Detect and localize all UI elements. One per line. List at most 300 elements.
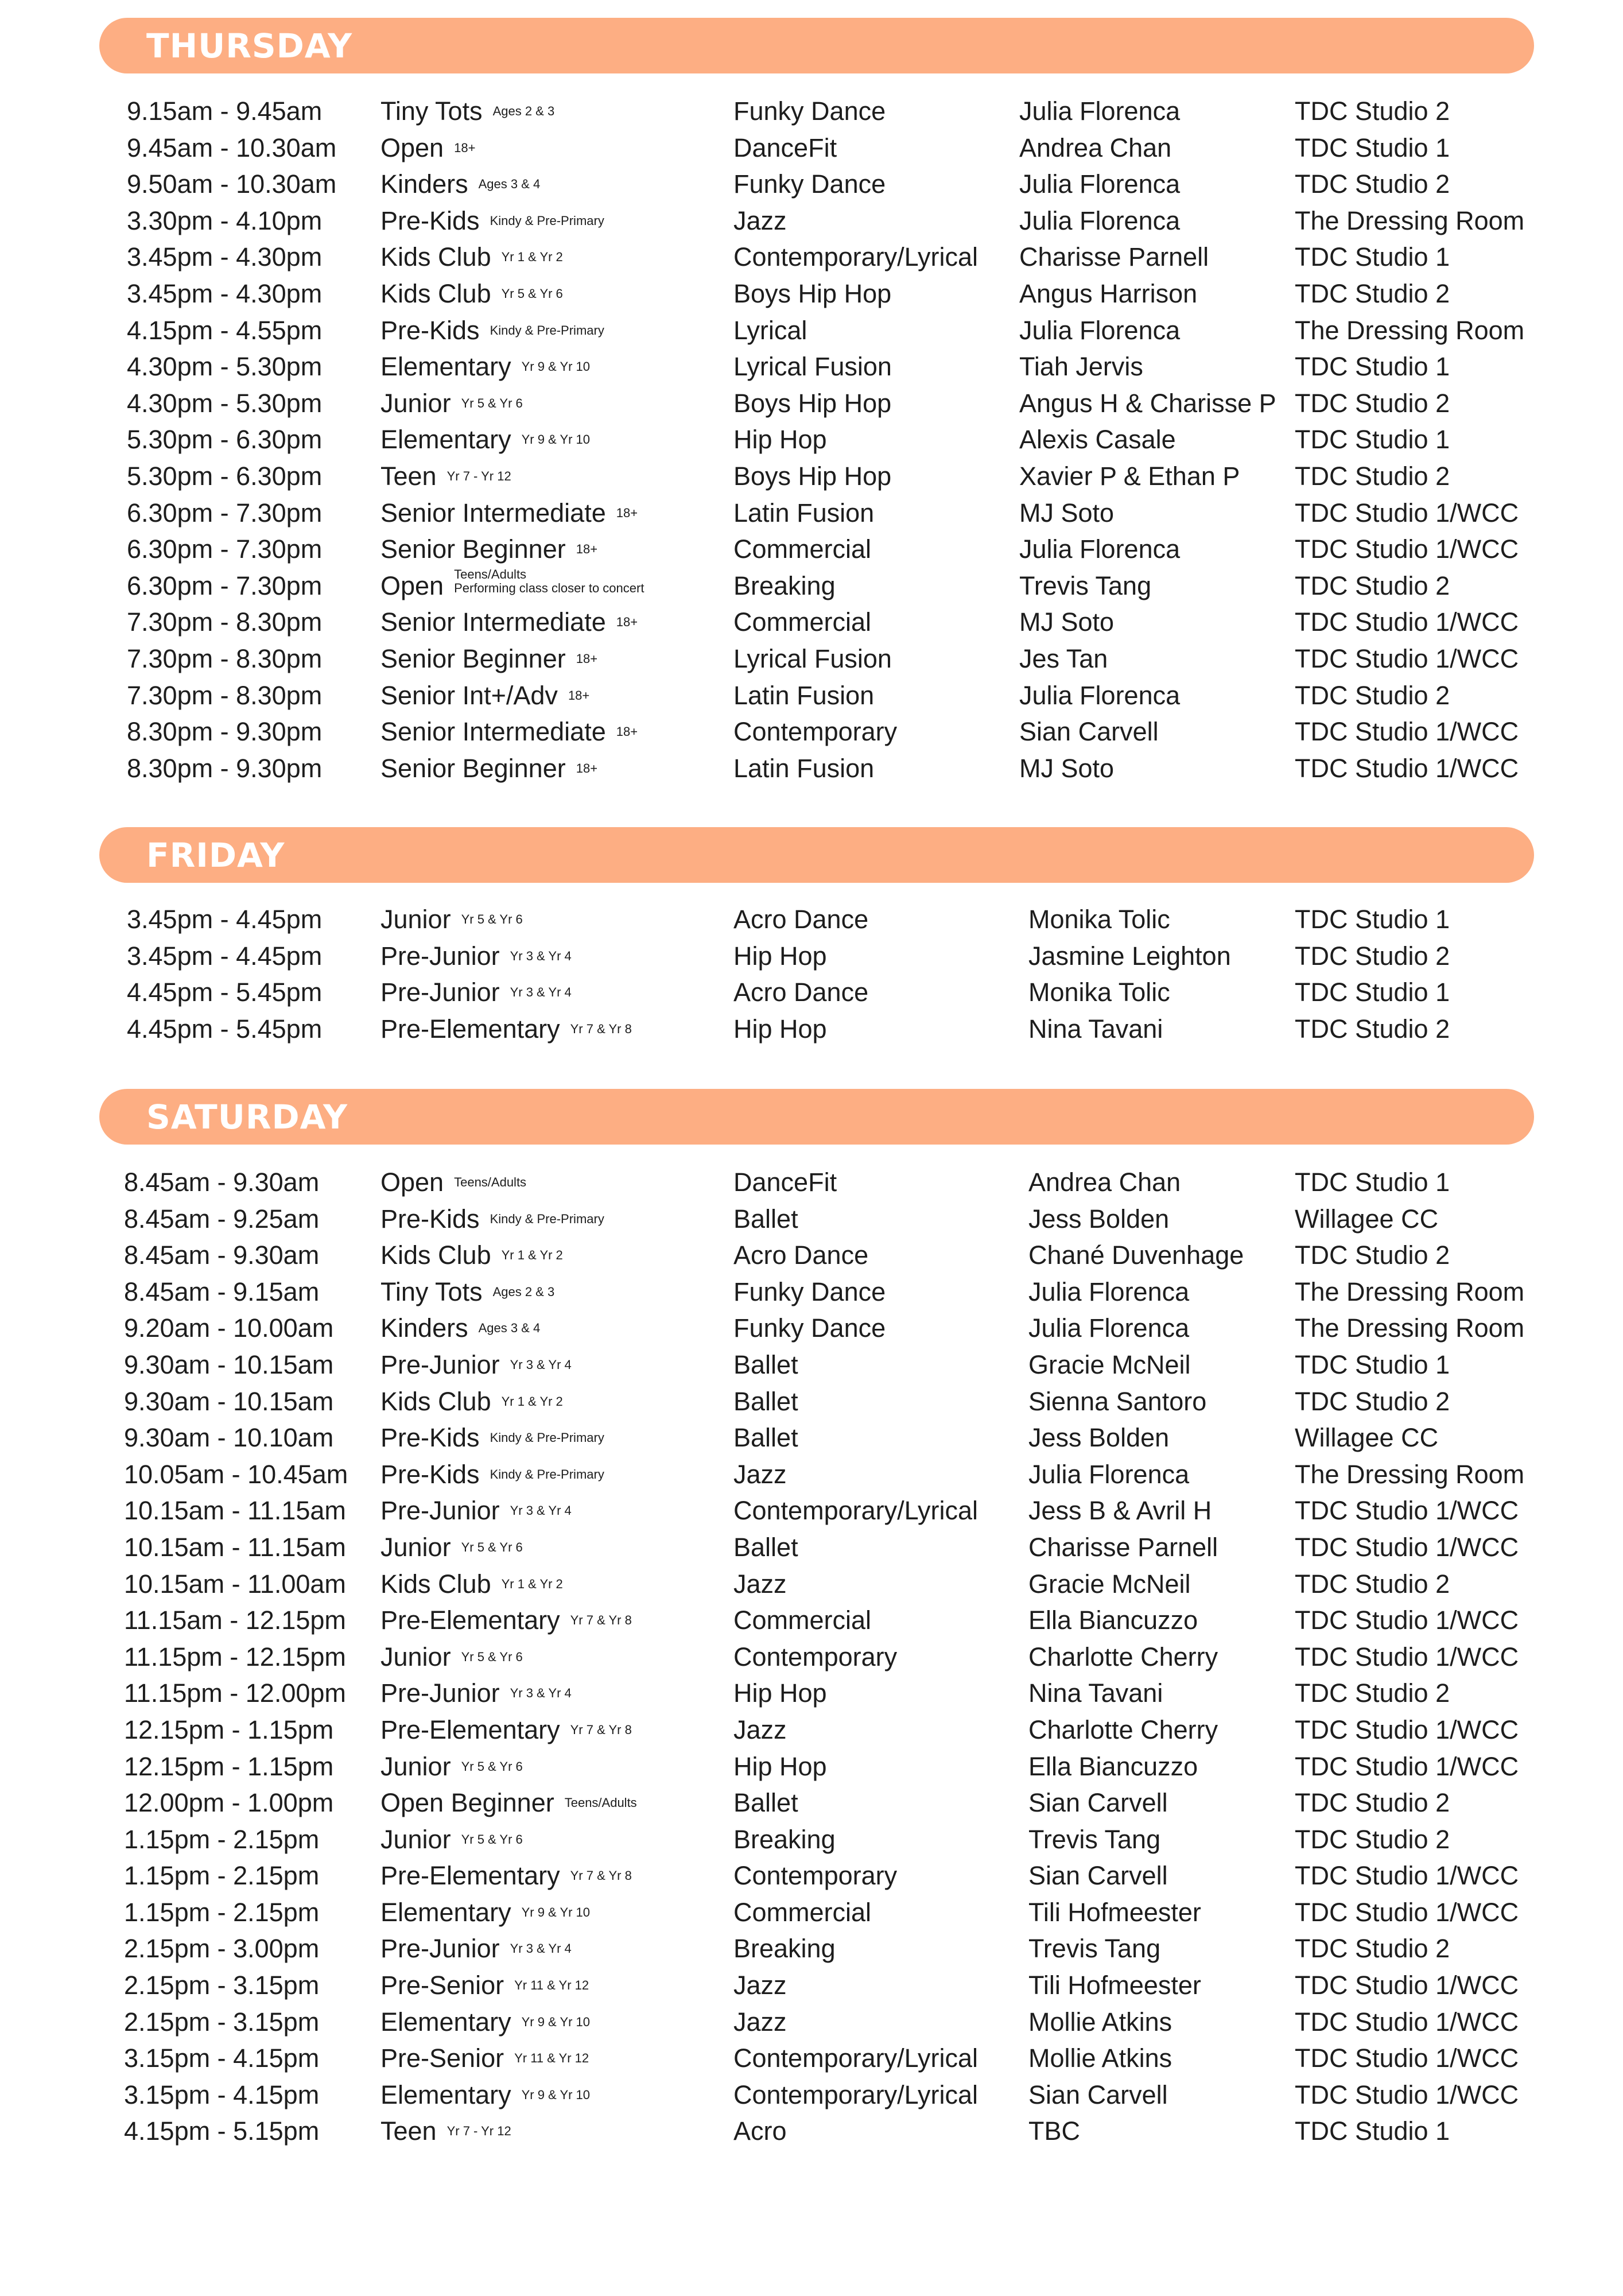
dance-style: Contemporary/Lyrical [733,1496,978,1526]
studio-location: TDC Studio 2 [1295,941,1450,971]
dance-style: Contemporary/Lyrical [733,2043,978,2073]
class-level [380,276,563,312]
saturday-banner [99,1089,1534,1145]
class-name: Tiny Tots [380,1277,483,1306]
class-level [380,1420,604,1456]
class-name: Elementary [380,2007,511,2037]
studio-location: TDC Studio 1 [1295,978,1450,1007]
schedule-row [0,2113,1623,2150]
class-name: Teen [380,2116,437,2146]
dance-style: Latin Fusion [733,753,875,783]
class-name: Pre-Elementary [380,1861,560,1891]
class-name: Senior Beginner [380,753,566,783]
class-time: 1.15pm - 2.15pm [124,1824,320,1854]
teacher-name: MJ Soto [1019,498,1115,528]
class-level [380,2004,590,2041]
class-note: Kindy & Pre-Primary [490,1430,604,1445]
studio-location: TDC Studio 1/WCC [1295,643,1519,673]
studio-location: TDC Studio 1/WCC [1295,1861,1519,1891]
class-note: Yr 3 & Yr 4 [510,1503,572,1518]
class-level [380,93,554,130]
thursday-banner [99,18,1534,73]
class-note: Ages 2 & 3 [492,1284,555,1299]
studio-location: TDC Studio 1/WCC [1295,534,1519,564]
class-level [380,1602,632,1639]
class-time: 9.20am - 10.00am [124,1313,334,1343]
dance-style: Funky Dance [733,169,886,199]
class-time: 6.30pm - 7.30pm [127,571,323,600]
dance-style: Funky Dance [733,1277,886,1306]
class-name: Junior [380,1532,451,1562]
class-level [380,901,523,938]
class-name: Elementary [380,425,511,455]
class-level [380,1237,563,1274]
class-level [380,1894,590,1931]
dance-style: Acro Dance [733,905,869,934]
teacher-name: Nina Tavani [1028,1678,1163,1708]
teacher-name: Sian Carvell [1019,717,1159,747]
dance-style: Boys Hip Hop [733,461,892,491]
studio-location: TDC Studio 1/WCC [1295,1715,1519,1744]
dance-style: Hip Hop [733,1014,827,1044]
class-time: 5.30pm - 6.30pm [127,461,323,491]
class-note: Ages 3 & 4 [478,1321,541,1336]
class-time: 4.15pm - 4.55pm [127,315,323,345]
schedule-row [0,385,1623,422]
teacher-name: Monika Tolic [1028,905,1170,934]
dance-style: Boys Hip Hop [733,278,892,308]
schedule-row [0,348,1623,385]
schedule-row [0,604,1623,641]
class-name: Junior [380,1642,451,1671]
class-note: Kindy & Pre-Primary [490,213,604,228]
schedule-row [0,1712,1623,1748]
class-note: Yr 9 & Yr 10 [521,2087,591,2102]
class-note: Yr 1 & Yr 2 [501,1248,563,1263]
studio-location: TDC Studio 1 [1295,1349,1450,1379]
class-level [380,713,638,750]
schedule-row [0,166,1623,203]
class-note: Yr 11 & Yr 12 [514,2051,589,2066]
studio-location: TDC Studio 2 [1295,96,1450,126]
class-note: Yr 9 & Yr 10 [521,2014,591,2029]
class-level [380,1566,563,1603]
class-note: 18+ [616,615,638,630]
class-name: Elementary [380,2080,511,2109]
teacher-name: Gracie McNeil [1028,1349,1191,1379]
schedule-row [0,1894,1623,1931]
teacher-name: Sian Carvell [1028,1861,1168,1891]
class-time: 10.15am - 11.00am [124,1569,346,1599]
schedule-row [0,421,1623,458]
class-note: Yr 5 & Yr 6 [461,1649,523,1664]
class-level [380,1930,572,1967]
teacher-name: Charisse Parnell [1028,1532,1218,1562]
class-note: Yr 5 & Yr 6 [461,1832,523,1847]
schedule-row [0,312,1623,349]
class-level [380,1456,604,1493]
studio-location: TDC Studio 1/WCC [1295,2043,1519,2073]
studio-location: TDC Studio 2 [1295,1824,1450,1854]
dance-style: Jazz [733,1715,787,1744]
teacher-name: Julia Florenca [1019,205,1181,235]
class-time: 11.15pm - 12.15pm [124,1642,346,1671]
class-level [380,385,523,422]
schedule-row [0,1857,1623,1894]
class-note [454,568,701,595]
schedule-row [0,1566,1623,1603]
class-note: Yr 3 & Yr 4 [510,1941,572,1956]
class-name: Senior Beginner [380,643,566,673]
class-time: 3.45pm - 4.45pm [127,905,323,934]
class-note: Yr 9 & Yr 10 [521,432,591,447]
class-name: Pre-Elementary [380,1605,560,1635]
studio-location: TDC Studio 2 [1295,1014,1450,1044]
dance-style: Jazz [733,1971,787,2000]
teacher-name: Julia Florenca [1028,1277,1190,1306]
studio-location: TDC Studio 1/WCC [1295,1605,1519,1635]
class-time: 4.45pm - 5.45pm [127,1014,323,1044]
class-name: Pre-Senior [380,2043,504,2073]
class-note: 18+ [576,651,598,666]
schedule-row [0,713,1623,750]
teacher-name: Trevis Tang [1028,1934,1161,1964]
class-note: 18+ [568,688,590,703]
studio-location: TDC Studio 1/WCC [1295,1971,1519,2000]
class-name: Pre-Junior [380,1934,500,1964]
class-level [380,604,638,641]
dance-style: Jazz [733,1459,787,1489]
schedule-row [0,1011,1623,1048]
class-name: Senior Beginner [380,534,566,564]
teacher-name: Mollie Atkins [1028,2043,1172,2073]
class-name: Junior [380,1824,451,1854]
class-name: Senior Intermediate [380,498,606,528]
studio-location: The Dressing Room [1295,1277,1525,1306]
schedule-row [0,1310,1623,1347]
schedule-row [0,1164,1623,1201]
class-level [380,1748,523,1785]
studio-location: TDC Studio 1 [1295,1168,1450,1197]
teacher-name: Alexis Casale [1019,425,1176,455]
schedule-row [0,1967,1623,2004]
class-level [380,1967,589,2004]
class-level [380,203,604,239]
class-time: 7.30pm - 8.30pm [127,607,323,637]
class-note: Teens/Adults [454,1175,527,1189]
class-note-line: Teens/Adults [454,567,527,581]
dance-style: Breaking [733,1824,836,1854]
schedule-row [0,1821,1623,1858]
class-level [380,531,597,568]
schedule-row [0,1639,1623,1676]
class-level [380,458,511,495]
class-name: Pre-Junior [380,978,500,1007]
studio-location: TDC Studio 1/WCC [1295,2007,1519,2037]
class-time: 12.15pm - 1.15pm [124,1751,334,1781]
class-time: 3.45pm - 4.45pm [127,941,323,971]
class-level [380,1164,526,1201]
class-level [380,2077,590,2113]
class-level [380,641,597,677]
schedule-row [0,1201,1623,1238]
class-note: Yr 5 & Yr 6 [461,912,523,926]
studio-location: TDC Studio 1/WCC [1295,753,1519,783]
class-time: 1.15pm - 2.15pm [124,1861,320,1891]
class-note: 18+ [616,505,638,520]
class-name: Pre-Elementary [380,1715,560,1744]
class-name: Teen [380,461,437,491]
class-time: 8.45am - 9.30am [124,1240,320,1270]
class-name: Pre-Junior [380,941,500,971]
schedule-row [0,568,1623,604]
studio-location: TDC Studio 2 [1295,169,1450,199]
day-title: FRIDAY [146,835,285,875]
teacher-name: Trevis Tang [1028,1824,1161,1854]
teacher-name: Julia Florenca [1019,169,1181,199]
class-level [380,495,638,532]
studio-location: TDC Studio 2 [1295,1569,1450,1599]
studio-location: TDC Studio 1 [1295,425,1450,455]
class-note: Ages 2 & 3 [492,104,555,118]
studio-location: TDC Studio 2 [1295,1240,1450,1270]
schedule-row [0,1675,1623,1712]
class-name: Tiny Tots [380,96,483,126]
studio-location: TDC Studio 2 [1295,1788,1450,1818]
dance-style: DanceFit [733,1168,837,1197]
teacher-name: MJ Soto [1019,753,1115,783]
class-name: Elementary [380,352,511,382]
studio-location: TDC Studio 1 [1295,905,1450,934]
schedule-row [0,2040,1623,2077]
studio-location: TDC Studio 1/WCC [1295,1751,1519,1781]
class-note: Yr 3 & Yr 4 [510,1686,572,1701]
teacher-name: Andrea Chan [1019,133,1172,162]
class-name: Pre-Kids [380,1423,480,1453]
class-name: Pre-Senior [380,1971,504,2000]
class-time: 9.30am - 10.15am [124,1386,334,1416]
dance-style: Ballet [733,1423,798,1453]
studio-location: TDC Studio 2 [1295,571,1450,600]
studio-location: The Dressing Room [1295,1459,1525,1489]
class-note: Kindy & Pre-Primary [490,323,604,338]
schedule-row [0,974,1623,1011]
schedule-row [0,1274,1623,1310]
class-level [380,1347,572,1383]
schedule-row [0,750,1623,787]
class-name: Open Beginner [380,1788,554,1818]
teacher-name: Julia Florenca [1028,1459,1190,1489]
class-time: 9.15am - 9.45am [127,96,323,126]
studio-location: TDC Studio 2 [1295,278,1450,308]
class-level [380,348,590,385]
dance-style: Lyrical Fusion [733,643,892,673]
class-level [380,1274,554,1310]
class-note: Yr 5 & Yr 6 [501,286,563,301]
class-level [380,938,572,975]
dance-style: Breaking [733,1934,836,1964]
studio-location: Willagee CC [1295,1204,1439,1234]
schedule-row [0,531,1623,568]
class-level [380,1785,637,1821]
class-name: Pre-Kids [380,1204,480,1234]
class-level [380,1383,563,1420]
class-time: 3.15pm - 4.15pm [124,2043,320,2073]
schedule-row [0,641,1623,677]
teacher-name: Jess Bolden [1028,1204,1170,1234]
class-time: 8.45am - 9.15am [124,1277,320,1306]
class-note: Yr 1 & Yr 2 [501,1394,563,1409]
studio-location: The Dressing Room [1295,315,1525,345]
dance-style: Contemporary/Lyrical [733,242,978,272]
class-time: 9.30am - 10.15am [124,1349,334,1379]
dance-style: Contemporary [733,1642,898,1671]
class-level [380,2113,511,2150]
class-level [380,1529,523,1566]
dance-style: Ballet [733,1386,798,1416]
class-name: Senior Intermediate [380,607,606,637]
class-time: 11.15am - 12.15pm [124,1605,346,1635]
class-level [380,1675,572,1712]
studio-location: TDC Studio 2 [1295,1934,1450,1964]
teacher-name: Ella Biancuzzo [1028,1751,1198,1781]
class-time: 3.45pm - 4.30pm [127,242,323,272]
schedule-row [0,458,1623,495]
class-level [380,1310,540,1347]
studio-location: TDC Studio 1 [1295,2116,1450,2146]
class-note: Yr 5 & Yr 6 [461,1539,523,1554]
dance-style: Lyrical [733,315,807,345]
teacher-name: Jes Tan [1019,643,1108,673]
teacher-name: Jasmine Leighton [1028,941,1231,971]
class-time: 10.15am - 11.15am [124,1532,346,1562]
class-note: Yr 5 & Yr 6 [461,395,523,410]
class-time: 6.30pm - 7.30pm [127,534,323,564]
class-name: Pre-Junior [380,1678,500,1708]
studio-location: TDC Studio 1/WCC [1295,607,1519,637]
dance-style: Lyrical Fusion [733,352,892,382]
class-name: Kids Club [380,1386,491,1416]
class-note-line: Performing class closer to concert [454,580,644,595]
day-title: THURSDAY [146,26,353,65]
dance-style: Commercial [733,1605,872,1635]
studio-location: TDC Studio 2 [1295,461,1450,491]
class-time: 9.30am - 10.10am [124,1423,334,1453]
schedule-row [0,1785,1623,1821]
class-name: Open [380,571,444,600]
class-level [380,1821,523,1858]
dance-style: Ballet [733,1349,798,1379]
schedule-row [0,1602,1623,1639]
dance-style: Commercial [733,1897,872,1927]
class-level [380,568,701,604]
teacher-name: Sian Carvell [1028,1788,1168,1818]
teacher-name: Julia Florenca [1019,315,1181,345]
dance-style: Contemporary/Lyrical [733,2080,978,2109]
schedule-row [0,239,1623,276]
teacher-name: Julia Florenca [1019,534,1181,564]
teacher-name: Charisse Parnell [1019,242,1209,272]
class-note: Yr 7 - Yr 12 [446,468,511,483]
class-time: 12.15pm - 1.15pm [124,1715,334,1744]
schedule-row [0,1492,1623,1529]
class-time: 8.45am - 9.30am [124,1168,320,1197]
class-level [380,1639,523,1676]
schedule-row [0,1456,1623,1493]
class-name: Junior [380,905,451,934]
class-level [380,974,572,1011]
studio-location: TDC Studio 2 [1295,388,1450,418]
teacher-name: Sian Carvell [1028,2080,1168,2109]
class-time: 10.15am - 11.15am [124,1496,346,1526]
class-name: Elementary [380,1897,511,1927]
class-name: Pre-Junior [380,1349,500,1379]
class-time: 11.15pm - 12.00pm [124,1678,346,1708]
class-level [380,421,590,458]
studio-location: TDC Studio 2 [1295,680,1450,710]
friday-banner [99,827,1534,883]
class-time: 3.30pm - 4.10pm [127,205,323,235]
class-note: Yr 3 & Yr 4 [510,985,572,1000]
schedule-row [0,677,1623,714]
class-time: 10.05am - 10.45am [124,1459,348,1489]
teacher-name: Julia Florenca [1019,96,1181,126]
class-level [380,1492,572,1529]
schedule-row [0,1383,1623,1420]
class-note: Ages 3 & 4 [478,177,541,192]
schedule-row [0,203,1623,239]
class-level [380,239,563,276]
teacher-name: Charlotte Cherry [1028,1715,1218,1744]
studio-location: TDC Studio 1/WCC [1295,498,1519,528]
class-level [380,677,589,714]
dance-style: Hip Hop [733,1678,827,1708]
day-title: SATURDAY [146,1097,348,1137]
class-time: 1.15pm - 2.15pm [124,1897,320,1927]
teacher-name: Julia Florenca [1028,1313,1190,1343]
dance-style: Latin Fusion [733,680,875,710]
dance-style: Jazz [733,2007,787,2037]
schedule-row [0,1930,1623,1967]
class-name: Pre-Elementary [380,1014,560,1044]
class-name: Pre-Junior [380,1496,500,1526]
teacher-name: Gracie McNeil [1028,1569,1191,1599]
dance-style: Hip Hop [733,425,827,455]
class-note: Yr 5 & Yr 6 [461,1759,523,1774]
thursday-schedule [0,93,1623,786]
class-note: Yr 3 & Yr 4 [510,948,572,963]
class-note: Yr 11 & Yr 12 [514,1978,589,1993]
studio-location: TDC Studio 1/WCC [1295,1532,1519,1562]
class-note: Yr 7 & Yr 8 [570,1021,632,1036]
class-level [380,130,475,166]
dance-style: Acro Dance [733,1240,869,1270]
studio-location: TDC Studio 2 [1295,1386,1450,1416]
class-note: Yr 1 & Yr 2 [501,1576,563,1591]
class-note: Yr 9 & Yr 10 [521,1905,591,1919]
class-time: 9.50am - 10.30am [127,169,337,199]
studio-location: TDC Studio 1/WCC [1295,1642,1519,1671]
dance-style: DanceFit [733,133,837,162]
teacher-name: Angus Harrison [1019,278,1198,308]
class-name: Pre-Kids [380,315,480,345]
studio-location: TDC Studio 1/WCC [1295,717,1519,747]
class-level [380,2040,589,2077]
class-name: Open [380,133,444,162]
schedule-row [0,2077,1623,2113]
studio-location: The Dressing Room [1295,205,1525,235]
studio-location: TDC Studio 1 [1295,352,1450,382]
